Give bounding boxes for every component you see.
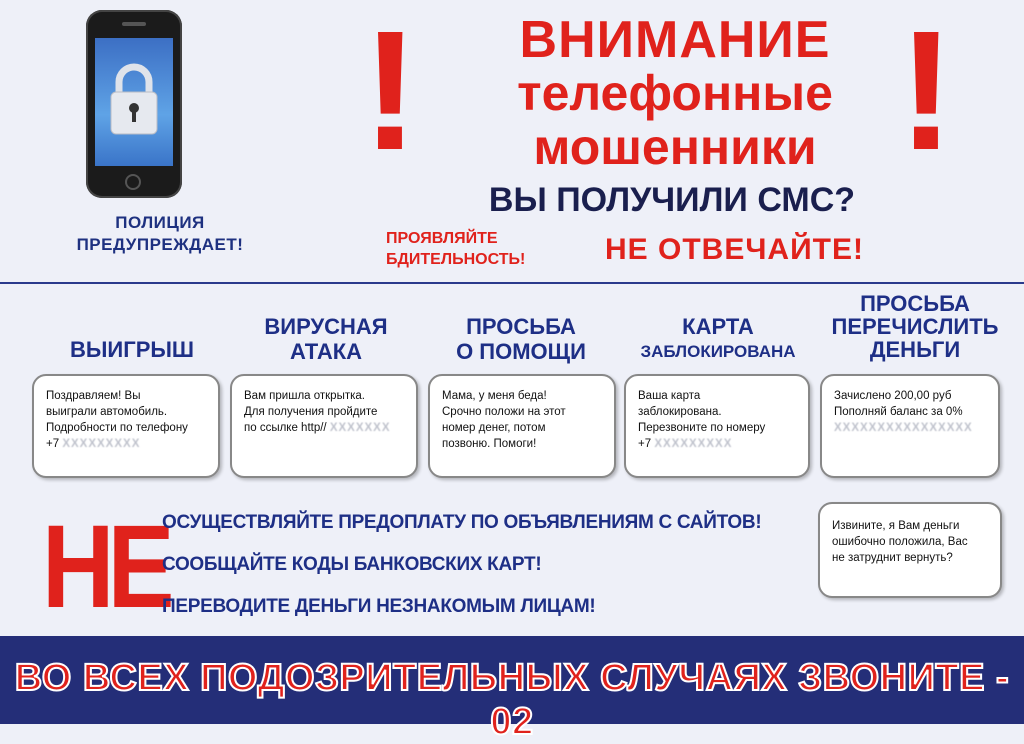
phone-speaker — [122, 22, 146, 26]
police-line-1: ПОЛИЦИЯ — [115, 213, 205, 232]
sms-bubble-winning — [32, 374, 220, 478]
sms-text — [244, 388, 408, 436]
sms-line: заблокирована. — [638, 406, 722, 418]
category-virus — [240, 314, 412, 364]
sms-line: Зачислено 200,00 руб — [834, 390, 952, 402]
sms-line: Срочно положи на этот — [442, 406, 566, 418]
vigilance-line-1: ПРОЯВЛЯЙТЕ — [386, 230, 498, 247]
question-sms: ВЫ ПОЛУЧИЛИ СМС? — [488, 181, 856, 219]
phone-home-button — [125, 174, 141, 190]
hidden-number: XXXXXXXXX — [654, 438, 733, 450]
section-divider — [0, 282, 1024, 284]
exclamation-left: ! — [362, 0, 419, 186]
sms-line: Мама, у меня беда! — [442, 390, 547, 402]
vigilance-text — [386, 228, 582, 270]
sms-line: Пополняй баланс за 0% — [834, 406, 963, 418]
hidden-link: XXXXXXX — [329, 422, 391, 434]
category-5-line-2: ПЕРЕЧИСЛИТЬ — [831, 314, 999, 339]
hidden-link: XXXXXXXXXXXXXXXX — [834, 422, 973, 434]
category-3-line-2: О ПОМОЩИ — [456, 339, 586, 364]
category-2-line-2: АТАКА — [289, 339, 363, 364]
padlock-icon — [109, 60, 159, 138]
sms-line: Извините, я Вам деньги — [832, 520, 960, 532]
rule-card-codes: СООБЩАЙТЕ КОДЫ БАНКОВСКИХ КАРТ! — [162, 554, 542, 575]
sms-line: Ваша карта — [638, 390, 701, 402]
sms-text — [832, 518, 992, 566]
hidden-number: XXXXXXXXX — [62, 438, 141, 450]
footer-banner — [0, 636, 1024, 743]
sms-line — [834, 420, 990, 436]
title-attention: ВНИМАНИЕ — [519, 11, 831, 69]
sms-text — [638, 388, 800, 452]
category-4-line-2: ЗАБЛОКИРОВАНА — [640, 342, 796, 361]
sms-text — [46, 388, 210, 452]
category-5-line-1: ПРОСЬБА — [860, 291, 970, 316]
footer-call-02: ВО ВСЕХ ПОДОЗРИТЕЛЬНЫХ СЛУЧАЯХ ЗВОНИТЕ - 02 — [14, 657, 1010, 743]
phone-prefix: +7 — [46, 438, 60, 450]
phone-prefix: +7 — [638, 438, 652, 450]
sms-line: Подробности по телефону — [46, 422, 188, 434]
sms-line — [244, 420, 408, 436]
sms-line: Перезвоните по номеру — [638, 422, 766, 434]
category-2-line-1: ВИРУСНАЯ — [264, 314, 388, 339]
vigilance-line-2: БДИТЕЛЬНОСТЬ! — [386, 251, 526, 268]
police-warning — [62, 212, 258, 256]
big-ne-text: НЕ — [42, 501, 168, 633]
rule-prepayment: ОСУЩЕСТВЛЯЙТЕ ПРЕДОПЛАТУ ПО ОБЪЯВЛЕНИЯМ С САЙТОВ! — [162, 512, 762, 533]
sms-line: выиграли автомобиль. — [46, 406, 168, 418]
sms-bubble-transfer — [820, 374, 1000, 478]
sms-bubble-card — [624, 374, 810, 478]
sms-line: Для получения пройдите — [244, 406, 378, 418]
link-prefix: по ссылке http// — [244, 422, 327, 434]
category-5-line-3: ДЕНЬГИ — [869, 337, 961, 362]
title-scammers: мошенники — [533, 119, 817, 175]
phone-illustration — [86, 10, 182, 198]
police-line-2: ПРЕДУПРЕЖДАЕТ! — [76, 235, 244, 254]
sms-bubble-help — [428, 374, 616, 478]
category-card-blocked — [622, 314, 814, 364]
sms-bubble-refund — [818, 502, 1002, 598]
sms-text — [834, 388, 990, 436]
category-transfer-money — [820, 292, 1010, 361]
do-not-answer: НЕ ОТВЕЧАЙТЕ! — [605, 233, 864, 266]
phone-screen — [95, 38, 173, 166]
big-ne — [42, 501, 168, 633]
sms-line: номер денег, потом — [442, 422, 546, 434]
exclamation-right: ! — [898, 0, 955, 186]
sms-line: позвоню. Помоги! — [442, 438, 537, 450]
sms-line — [638, 436, 800, 452]
title-phone: телефонные — [517, 65, 833, 121]
sms-line: Вам пришла открытка. — [244, 390, 365, 402]
category-1-line-1: ВЫИГРЫШ — [69, 337, 195, 362]
sms-line: ошибочно положила, Вас — [832, 536, 968, 548]
category-4-line-1: КАРТА — [682, 314, 754, 339]
category-3-line-1: ПРОСЬБА — [466, 314, 576, 339]
sms-line — [46, 436, 210, 452]
sms-bubble-virus — [230, 374, 418, 478]
sms-line: Поздравляем! Вы — [46, 390, 141, 402]
sms-line: не затруднит вернуть? — [832, 552, 953, 564]
category-winning — [52, 337, 212, 363]
rule-transfer: ПЕРЕВОДИТЕ ДЕНЬГИ НЕЗНАКОМЫМ ЛИЦАМ! — [162, 596, 596, 617]
sms-text — [442, 388, 606, 452]
category-help-request — [430, 314, 612, 364]
